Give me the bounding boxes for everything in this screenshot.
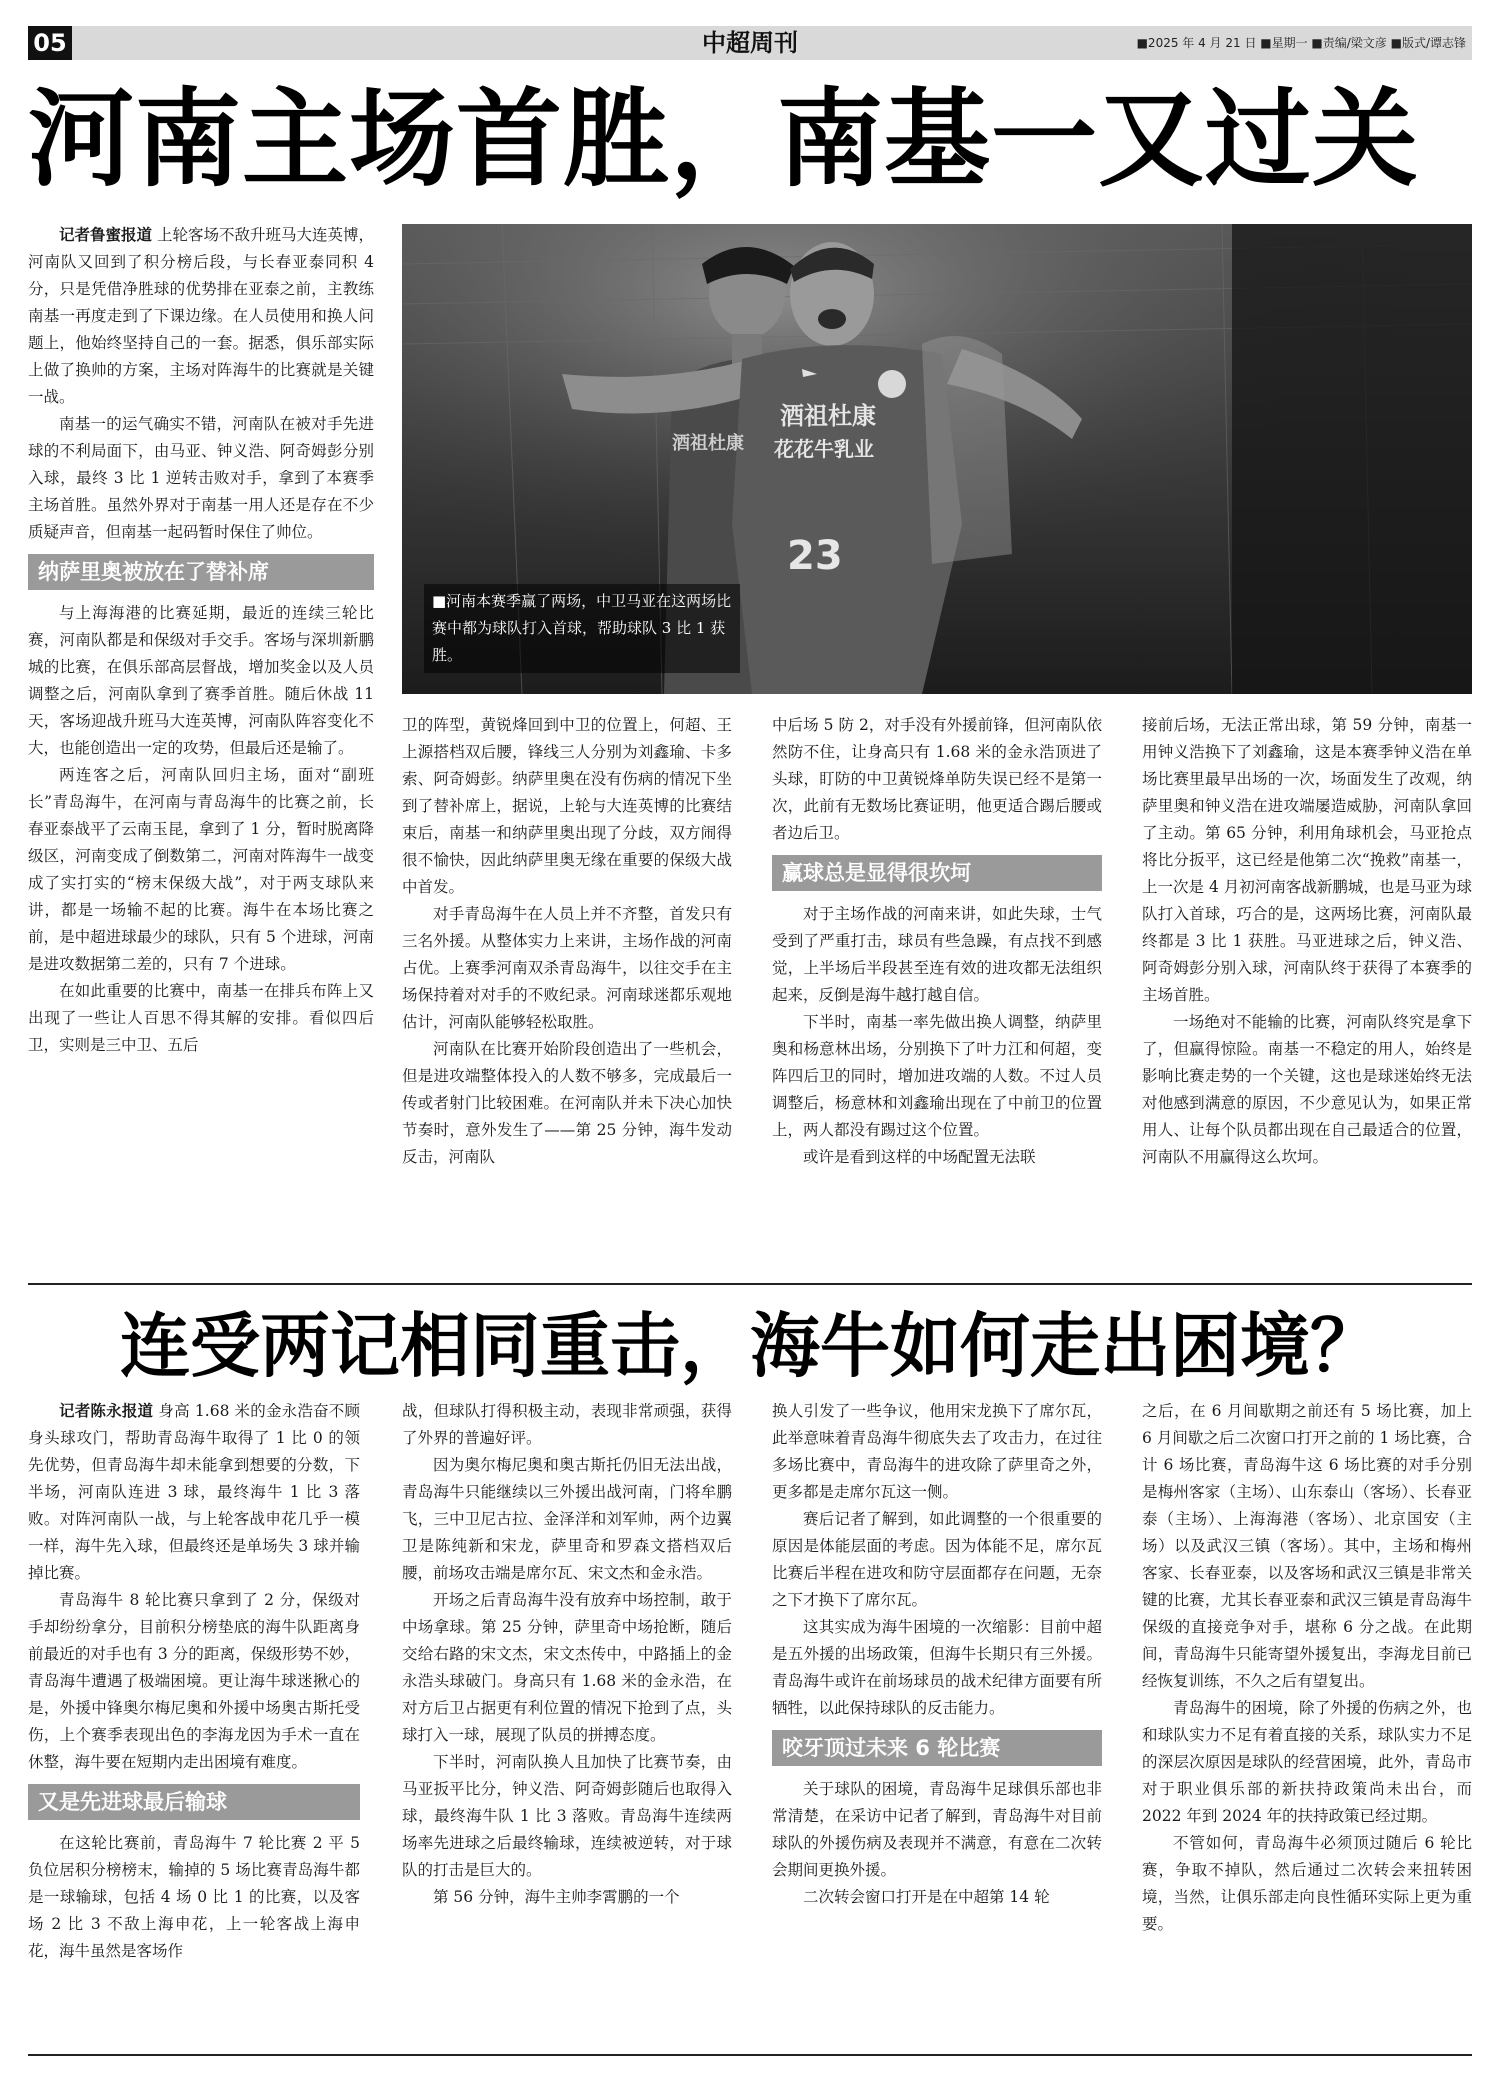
article1-column-2 [402, 712, 732, 1272]
article1-paragraph: 南基一的运气确实不错，河南队在被对手先进球的不利局面下，由马亚、钟义浩、阿奇姆彭分别入球，最终 3 比 1 逆转击败对手，拿到了本赛季主场首胜。虽然外界对于南基一用人还是存在不少质疑声音，但南基一起码暂时保住了帅位。 [28, 415, 374, 541]
article2-paragraph: 在这轮比赛前，青岛海牛 7 轮比赛 2 平 5 负位居积分榜榜末，输掉的 5 场比赛青岛海牛都是一球输球，包括 4 场 0 比 1 的比赛，以及客场 2 比 3 不敌上海申花，上一轮客战上海申花，海牛虽然是客场作 [28, 1834, 360, 1960]
article2-column-4 [1142, 1398, 1472, 2048]
article1-paragraph: 一场绝对不能输的比赛，河南队终究是拿下了，但赢得惊险。南基一不稳定的用人，始终是影响比赛走势的一个关键，这也是球迷始终无法对他感到满意的原因，不少意见认为，如果正常用人、让每个队员都出现在自己最适合的位置，河南队不用赢得这么坎坷。 [1142, 1013, 1472, 1166]
match-photo [402, 224, 1472, 694]
article2-paragraph: 青岛海牛的困境，除了外援的伤病之外，也和球队实力不足有着直接的关系，球队实力不足的深层次原因是球队的经营困境，此外，青岛市对于职业俱乐部的新扶持政策尚未出台，而 2022 年到 2024 年的扶持政策已经过期。 [1142, 1699, 1472, 1825]
photo-caption: ■河南本赛季赢了两场，中卫马亚在这两场比赛中都为球队打入首球，帮助球队 3 比 1 获胜。 [424, 584, 740, 673]
article2-paragraph: 二次转会窗口打开是在中超第 14 轮 [803, 1888, 1050, 1906]
jersey-sponsor-text-2: 花花牛乳业 [774, 437, 874, 461]
article1-paragraph: 对手青岛海牛在人员上并不齐整，首发只有三名外援。从整体实力上来讲，主场作战的河南占优。上赛季河南双杀青岛海牛，以往交手在主场保持着对对手的不败纪录。河南球迷都乐观地估计，河南队能够轻松取胜。 [402, 905, 732, 1031]
article1-column-3 [772, 712, 1102, 1272]
article2-paragraph: 关于球队的困境，青岛海牛足球俱乐部也非常清楚，在采访中记者了解到，青岛海牛对目前球队的外援伤病及表现并不满意，有意在二次转会期间更换外援。 [772, 1780, 1102, 1879]
article2-headline: 连受两记相同重击，海牛如何走出困境？ [120, 1305, 1380, 1387]
article2-paragraph: 开场之后青岛海牛没有放弃中场控制，敢于中场拿球。第 25 分钟，萨里奇中场抢断，随后交给右路的宋文杰，宋文杰传中，中路插上的金永浩头球破门。身高只有 1.68 米的金永浩，在对方后卫占据更有利位置的情况下抢到了点，头球打入一球，展现了队员的拼搏态度。 [402, 1591, 732, 1744]
article2-paragraph: 赛后记者了解到，如此调整的一个很重要的原因是体能层面的考虑。因为体能不足，席尔瓦比赛后半程在进攻和防守层面都存在问题，无奈之下才换下了席尔瓦。 [772, 1510, 1102, 1609]
article2-paragraph: 不管如何，青岛海牛必须顶过随后 6 轮比赛，争取不掉队，然后通过二次转会来扭转困境，当然，让俱乐部走向良性循环实际上更为重要。 [1142, 1834, 1472, 1933]
page-number: 05 [28, 26, 72, 60]
article1-headline: 河南主场首胜，南基一又过关 [28, 78, 1419, 201]
article2-byline: 记者陈永报道 [59, 1402, 154, 1420]
issue-meta: ■2025 年 4 月 21 日 ■星期一 ■责编/梁文彦 ■版式/谭志锋 [1136, 36, 1466, 50]
article2-paragraph: 之后，在 6 月间歇期之前还有 5 场比赛，加上 6 月间歇之后二次窗口打开之前的 1 场比赛，合计 6 场比赛，青岛海牛这 6 场比赛的对手分别是梅州客家（主场）、山东泰山（客场）、长春亚泰（主场）、上海海港（客场）、北京国安（主场）以及武汉三镇（客场）。其中，主场和梅州客家、长春亚泰，以及客场和武汉三镇是非常关键的比赛，尤其长春亚泰和武汉三镇是青岛海牛保级的直接竞争对手，堪称 6 分之战。在此期间，青岛海牛只能寄望外援复出，李海龙目前已经恢复训练，不久之后有望复出。 [1142, 1402, 1472, 1690]
article-divider [28, 1283, 1472, 1285]
jersey-number: 23 [787, 533, 843, 579]
article2-column-1 [28, 1398, 360, 2048]
article2-paragraph: 这其实成为海牛困境的一次缩影：目前中超是五外援的出场政策，但海牛长期只有三外援。青岛海牛或许在前场球员的战术纪律方面要有所牺牲，以此保持球队的反击能力。 [772, 1618, 1102, 1717]
article1-byline: 记者鲁蜜报道 [59, 226, 153, 244]
article1-column-1 [28, 222, 374, 1272]
article2-paragraph: 因为奥尔梅尼奥和奥古斯托仍旧无法出战，青岛海牛只能继续以三外援出战河南，门将牟鹏飞，三中卫尼古拉、金泽洋和刘军帅，两个边翼卫是陈纯新和宋龙，萨里奇和罗森文搭档双后腰，前场攻击端是席尔瓦、宋文杰和金永浩。 [402, 1456, 732, 1582]
article2-column-2 [402, 1398, 732, 2048]
article1-paragraph: 下半时，南基一率先做出换人调整，纳萨里奥和杨意林出场，分别换下了叶力江和何超，变阵四后卫的同时，增加进攻端的人数。不过人员调整后，杨意林和刘鑫瑜出现在了中前卫的位置上，两人都没有踢过这个位置。 [772, 1013, 1102, 1139]
article2-paragraph: 战，但球队打得积极主动，表现非常顽强，获得了外界的普遍好评。 [402, 1402, 732, 1447]
article1-paragraph: 与上海海港的比赛延期，最近的连续三轮比赛，河南队都是和保级对手交手。客场与深圳新鹏城的比赛，在俱乐部高层督战，增加奖金以及人员调整之后，河南队拿到了赛季首胜。随后休战 11 天，客场迎战升班马大连英博，河南队阵容变化不大，也能创造出一定的攻势，但最后还是输了。 [28, 604, 374, 757]
article1-subhead-bumpy: 赢球总是显得很坎坷 [772, 855, 1102, 891]
article2-paragraph: 下半时，河南队换人且加快了比赛节奏，由马亚扳平比分，钟义浩、阿奇姆彭随后也取得入球，最终海牛队 1 比 3 落败。青岛海牛连续两场率先进球之后最终输球，连续被逆转，对于球队的打击是巨大的。 [402, 1753, 732, 1879]
article2-paragraph: 第 56 分钟，海牛主帅李霄鹏的一个 [433, 1888, 680, 1906]
jersey-sponsor-text: 酒祖杜康 [780, 402, 876, 430]
article1-paragraph: 中后场 5 防 2，对手没有外援前锋，但河南队依然防不住，让身高只有 1.68 米的金永浩顶进了头球，盯防的中卫黄锐烽单防失误已经不是第一次，此前有无数场比赛证明，他更适合踢后腰或者边后卫。 [772, 716, 1102, 842]
article1-paragraph: 对于主场作战的河南来讲，如此失球，士气受到了严重打击，球员有些急躁，有点找不到感觉，上半场后半段甚至连有效的进攻都无法组织起来，反倒是海牛越打越自信。 [772, 905, 1102, 1004]
article1-lead-paragraph: 记者鲁蜜报道 上轮客场不敌升班马大连英博，河南队又回到了积分榜后段，与长春亚泰同积 4 分，只是凭借净胜球的优势排在亚泰之前，主教练南基一再度走到了下课边缘。在人员使用和换人问题上，他始终坚持自己的一套。据悉，俱乐部实际上做了换帅的方案，主场对阵海牛的比赛就是关键一战。 [28, 226, 374, 406]
section-title: 中超周刊 [702, 29, 798, 57]
article2-paragraph: 换人引发了一些争议，他用宋龙换下了席尔瓦，此举意味着青岛海牛彻底失去了攻击力，在过往多场比赛中，青岛海牛的进攻除了萨里奇之外，更多都是走席尔瓦这一侧。 [772, 1402, 1102, 1501]
article2-paragraph: 青岛海牛 8 轮比赛只拿到了 2 分，保级对手却纷纷拿分，目前积分榜垫底的海牛队距离身前最近的对手也有 3 分的距离，保级形势不妙，青岛海牛遭遇了极端困境。更让海牛球迷揪心的是，外援中锋奥尔梅尼奥和外援中场奥古斯托受伤，上个赛季表现出色的李海龙因为手术一直在休整，海牛要在短期内走出困境有难度。 [28, 1591, 360, 1771]
article2-lead-paragraph: 记者陈永报道 身高 1.68 米的金永浩奋不顾身头球攻门，帮助青岛海牛取得了 1 比 0 的领先优势，但青岛海牛却未能拿到想要的分数，下半场，河南队连进 3 球，最终海牛 1 比 3 落败。对阵河南队一战，与上轮客战申花几乎一模一样，海牛先入球，但最终还是单场失 3 球并输掉比赛。 [28, 1402, 360, 1582]
article1-paragraph: 接前后场，无法正常出球，第 59 分钟，南基一用钟义浩换下了刘鑫瑜，这是本赛季钟义浩在单场比赛里最早出场的一次，场面发生了改观，纳萨里奥和钟义浩在进攻端屡造威胁，河南队拿回了主动。第 65 分钟，利用角球机会，马亚抢点将比分扳平，这已经是他第二次“挽救”南基一，上一次是 4 月初河南客战新鹏城，也是马亚为球队打入首球，巧合的是，这两场比赛，河南队最终都是 3 比 1 获胜。马亚进球之后，钟义浩、阿奇姆彭分别入球，河南队终于获得了本赛季的主场首胜。 [1142, 716, 1472, 1004]
article1-paragraph: 河南队在比赛开始阶段创造出了一些机会，但是进攻端整体投入的人数不够多，完成最后一传或者射门比较困难。在河南队并未下决心加快节奏时，意外发生了——第 25 分钟，海牛发动反击，河南队 [402, 1040, 732, 1166]
article2-subhead-next-six: 咬牙顶过未来 6 轮比赛 [772, 1730, 1102, 1766]
article1-paragraph: 两连客之后，河南队回归主场，面对“副班长”青岛海牛，在河南与青岛海牛的比赛之前，长春亚泰战平了云南玉昆，拿到了 1 分，暂时脱离降级区，河南变成了倒数第二，河南对阵海牛一战变成了实打实的“榜末保级大战”，对于两支球队来讲，都是一场输不起的比赛。海牛在本场比赛之前，是中超进球最少的球队，只有 5 个进球，河南是进攻数据第二差的，只有 7 个进球。 [28, 766, 374, 973]
article1-paragraph: 在如此重要的比赛中，南基一在排兵布阵上又出现了一些让人百思不得其解的安排。看似四后卫，实则是三中卫、五后 [28, 982, 374, 1054]
article1-paragraph: 或许是看到这样的中场配置无法联 [803, 1148, 1036, 1166]
bottom-rule [28, 2054, 1472, 2056]
article1-column-4 [1142, 712, 1472, 1272]
article1-subhead-bench: 纳萨里奥被放在了替补席 [28, 554, 374, 590]
article1-paragraph: 卫的阵型，黄锐烽回到中卫的位置上，何超、王上源搭档双后腰，锋线三人分别为刘鑫瑜、卡多索、阿奇姆彭。纳萨里奥在没有伤病的情况下坐到了替补席上，据说，上轮与大连英博的比赛结束后，南基一和纳萨里奥出现了分歧，双方闹得很不愉快，因此纳萨里奥无缘在重要的保级大战中首发。 [402, 716, 732, 896]
article2-subhead-lead-then-lose: 又是先进球最后输球 [28, 1784, 360, 1820]
article2-column-3 [772, 1398, 1102, 2048]
back-jersey-sponsor-text: 酒祖杜康 [672, 433, 744, 454]
